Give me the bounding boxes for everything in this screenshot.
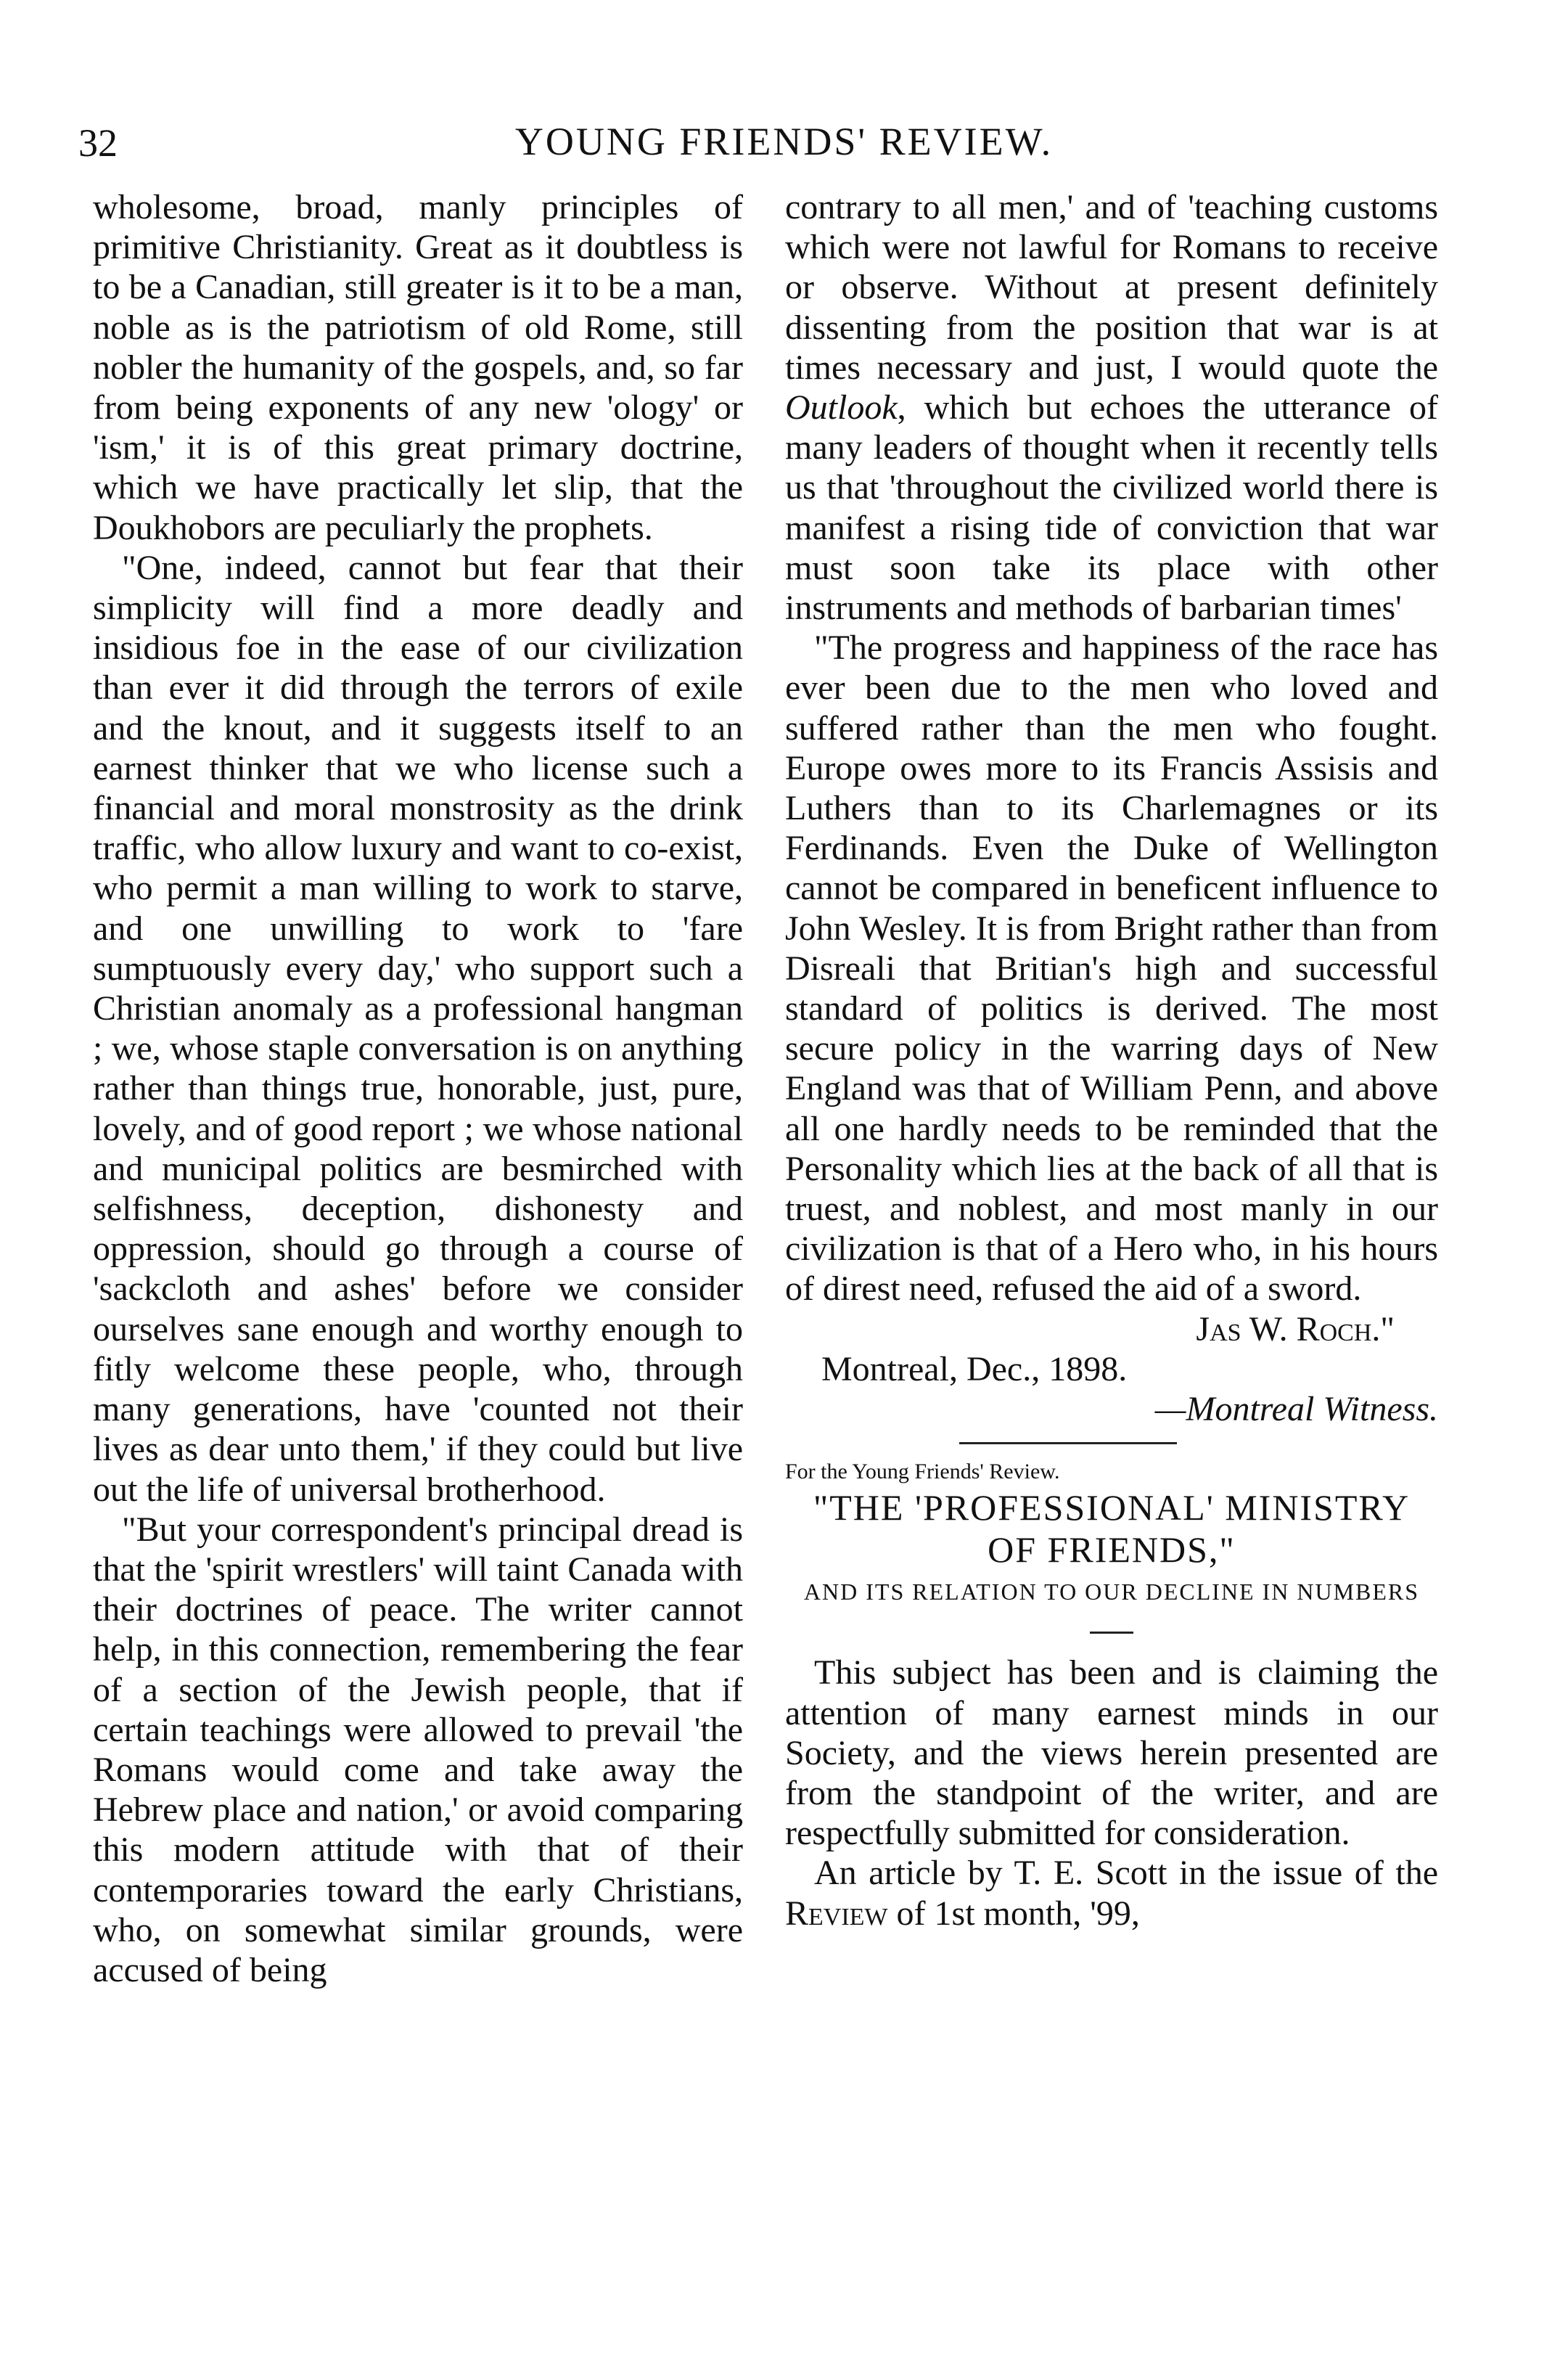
dateline: Montreal, Dec., 1898. <box>821 1349 1128 1388</box>
paragraph <box>785 187 1438 628</box>
left-column <box>93 187 743 1990</box>
title-divider <box>1090 1632 1133 1634</box>
article-subtitle: AND ITS RELATION TO OUR DECLINE IN NUMBERS <box>803 1579 1420 1605</box>
italic-title: Outlook <box>785 388 898 427</box>
article-attribution: For the Young Friends' Review. <box>785 1460 1060 1484</box>
text-run: contrary to all men,' and of 'teaching customs which were not lawful for Romans to receive or observe. Without at present definitely dissenting from the position that war is at times necessary and just, I would quote the <box>785 188 1438 387</box>
section-divider <box>959 1442 1177 1444</box>
running-head: YOUNG FRIENDS' REVIEW. <box>514 120 1054 163</box>
paragraph: "The progress and happiness of the race has ever been due to the men who loved and suffered rather than the men who fought. Europe owes more to its Francis Assisis and Luthers than to its Charlemagnes or its Ferdinands. Even the Duke of Wellington cannot be compared in beneficent influence to John Wesley. It is from Bright rather than from Disreali that Britian's high and successful standard of politics is derived. The most secure policy in the warring days of New England was that of William Penn, and above all one hardly needs to be reminded that the Personality which lies at the back of all that is truest, and noblest, and most manly in our civilization is that of a Hero who, in his hours of direst need, refused the aid of a sword. <box>785 629 1438 1309</box>
text-run: of 1st month, '99, <box>887 1894 1140 1933</box>
paragraph: "One, indeed, cannot but fear that their simplicity will find a more deadly and insidious foe in the ease of our civilization than ever it did through the terrors of exile and the knout, and it suggests itself to an earnest thinker that we who license such a financial and moral monstrosity as the drink traffic, who allow luxury and want to co-exist, who permit a man willing to work to starve, and one unwilling to work to 'fare sumptuously every day,' who support such a Christian anomaly as a professional hangman ; we, whose staple conversation is on anything rather than things true, honorable, just, pure, lovely, and of good report ; we whose national and municipal politics are besmirched with selfishness, deception, dishonesty and oppression, should go through a course of 'sackcloth and ashes' before we consider ourselves sane enough and worthy enough to fitly welcome these people, who, through many generations, have 'counted not their lives as dear unto them,' if they could but live out the life of universal brotherhood. <box>93 548 743 1509</box>
signature: Jas W. Roch." <box>1196 1309 1395 1348</box>
text-run: An article by T. E. Scott in the issue of the <box>814 1854 1438 1893</box>
source-credit: —Montreal Witness. <box>1154 1390 1438 1429</box>
right-column <box>785 187 1438 1933</box>
page-number: 32 <box>78 121 118 165</box>
paragraph <box>785 1853 1438 1933</box>
review-name: Review <box>785 1894 888 1933</box>
paragraph: wholesome, broad, manly principles of primitive Christianity. Great as it doubtless is to be a Canadian, still greater is it to be a man, noble as is the patriotism of old Rome, still nobler the humanity of the gospels, and, so far from being exponents of any new 'ology' or 'ism,' it is of this great primary doctrine, which we have practically let slip, that the Doukhobors are peculiarly the prophets. <box>93 188 743 547</box>
paragraph: "But your correspondent's principal dread is that the 'spirit wrestlers' will taint Canada with their doctrines of peace. The writer cannot help, in this connection, remembering the fear of a section of the Jewish people, that if certain teachings were allowed to prevail 'the Romans would come and take away the Hebrew place and nation,' or avoid comparing this modern attitude with that of their contemporaries toward the early Christians, who, on somewhat similar grounds, were accused of being <box>93 1510 743 1989</box>
paragraph: This subject has been and is claiming the attention of many earnest minds in our Society, and the views herein presented are from the standpoint of the writer, and are respectfully submitted for consideration. <box>785 1653 1438 1853</box>
article-title: "THE 'PROFESSIONAL' MINISTRY OF FRIENDS," <box>813 1487 1411 1571</box>
text-run: , which but echoes the utterance of many leaders of thought when it recently tells us that 'throughout the civilized world there is manifest a rising tide of conviction that war must soon take its place with other instruments and methods of barbarian times' <box>785 388 1438 628</box>
